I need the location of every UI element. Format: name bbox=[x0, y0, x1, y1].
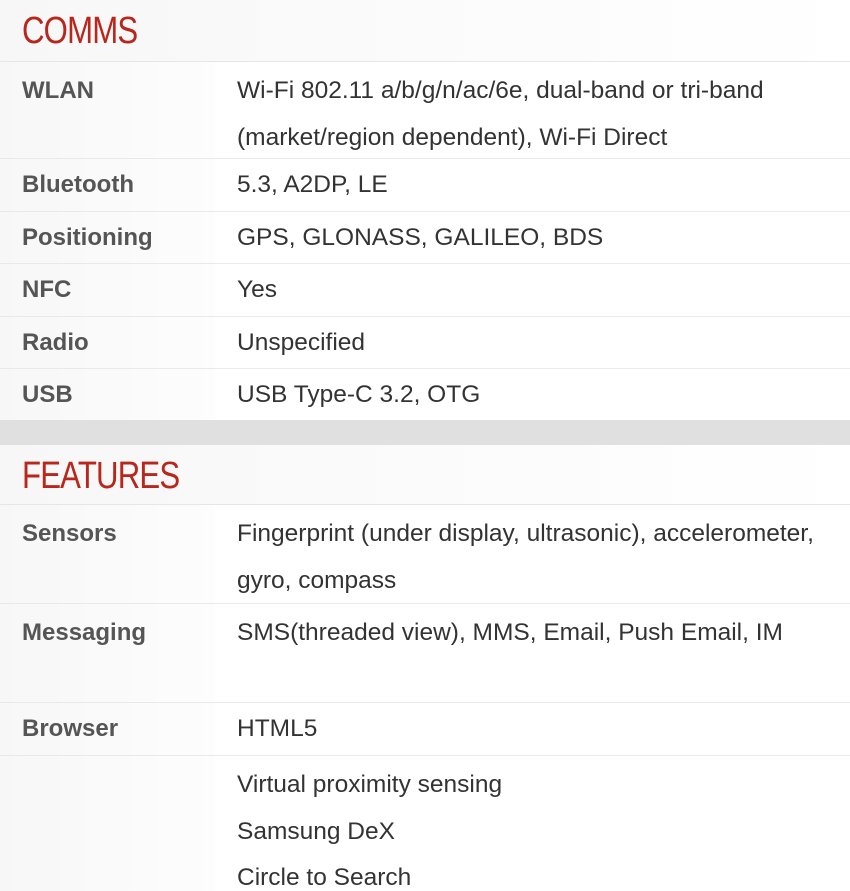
spec-row-browser bbox=[0, 703, 850, 756]
spec-row-sensors bbox=[0, 505, 850, 604]
spec-row-wlan bbox=[0, 62, 850, 159]
spec-value-line: Samsung DeX bbox=[237, 817, 395, 845]
spec-value: HTML5 bbox=[237, 715, 318, 742]
spec-label-empty bbox=[0, 756, 215, 891]
spec-row-bluetooth bbox=[0, 159, 850, 212]
section-title: FEATURES bbox=[22, 455, 180, 497]
spec-value: Unspecified bbox=[237, 329, 366, 356]
spec-label: Radio bbox=[0, 317, 215, 368]
spec-value-line: Circle to Search bbox=[237, 864, 412, 891]
section-header-comms bbox=[0, 0, 850, 62]
spec-row-positioning bbox=[0, 212, 850, 264]
spec-value-list bbox=[215, 756, 850, 891]
spec-label: Bluetooth bbox=[0, 159, 215, 211]
section-divider bbox=[0, 420, 850, 445]
spec-row-radio bbox=[0, 317, 850, 369]
spec-row-nfc bbox=[0, 264, 850, 317]
spec-label: Browser bbox=[0, 703, 215, 755]
spec-label: Sensors bbox=[0, 505, 215, 603]
spec-row-messaging bbox=[0, 604, 850, 703]
spec-label: USB bbox=[0, 369, 215, 420]
spec-value: Fingerprint (under display, ultrasonic), accelerometer, gyro, compass bbox=[237, 520, 814, 594]
spec-value-line: Virtual proximity sensing bbox=[237, 771, 503, 798]
spec-value: Yes bbox=[237, 276, 277, 303]
spec-value: 5.3, A2DP, LE bbox=[237, 171, 388, 198]
spec-row-usb bbox=[0, 369, 850, 420]
spec-value: SMS(threaded view), MMS, Email, Push Email, IM bbox=[237, 619, 783, 646]
spec-value: USB Type-C 3.2, OTG bbox=[237, 381, 481, 408]
spec-label: WLAN bbox=[0, 62, 215, 158]
spec-label: Messaging bbox=[0, 604, 215, 702]
spec-value: GPS, GLONASS, GALILEO, BDS bbox=[237, 224, 604, 251]
spec-label: Positioning bbox=[0, 212, 215, 263]
spec-value: Wi-Fi 802.11 a/b/g/n/ac/6e, dual-band or tri-band (market/region dependent), Wi-Fi Direct bbox=[237, 77, 764, 151]
section-header-features bbox=[0, 445, 850, 505]
spec-row-other bbox=[0, 756, 850, 891]
section-title: COMMS bbox=[22, 10, 138, 52]
spec-label: NFC bbox=[0, 264, 215, 316]
